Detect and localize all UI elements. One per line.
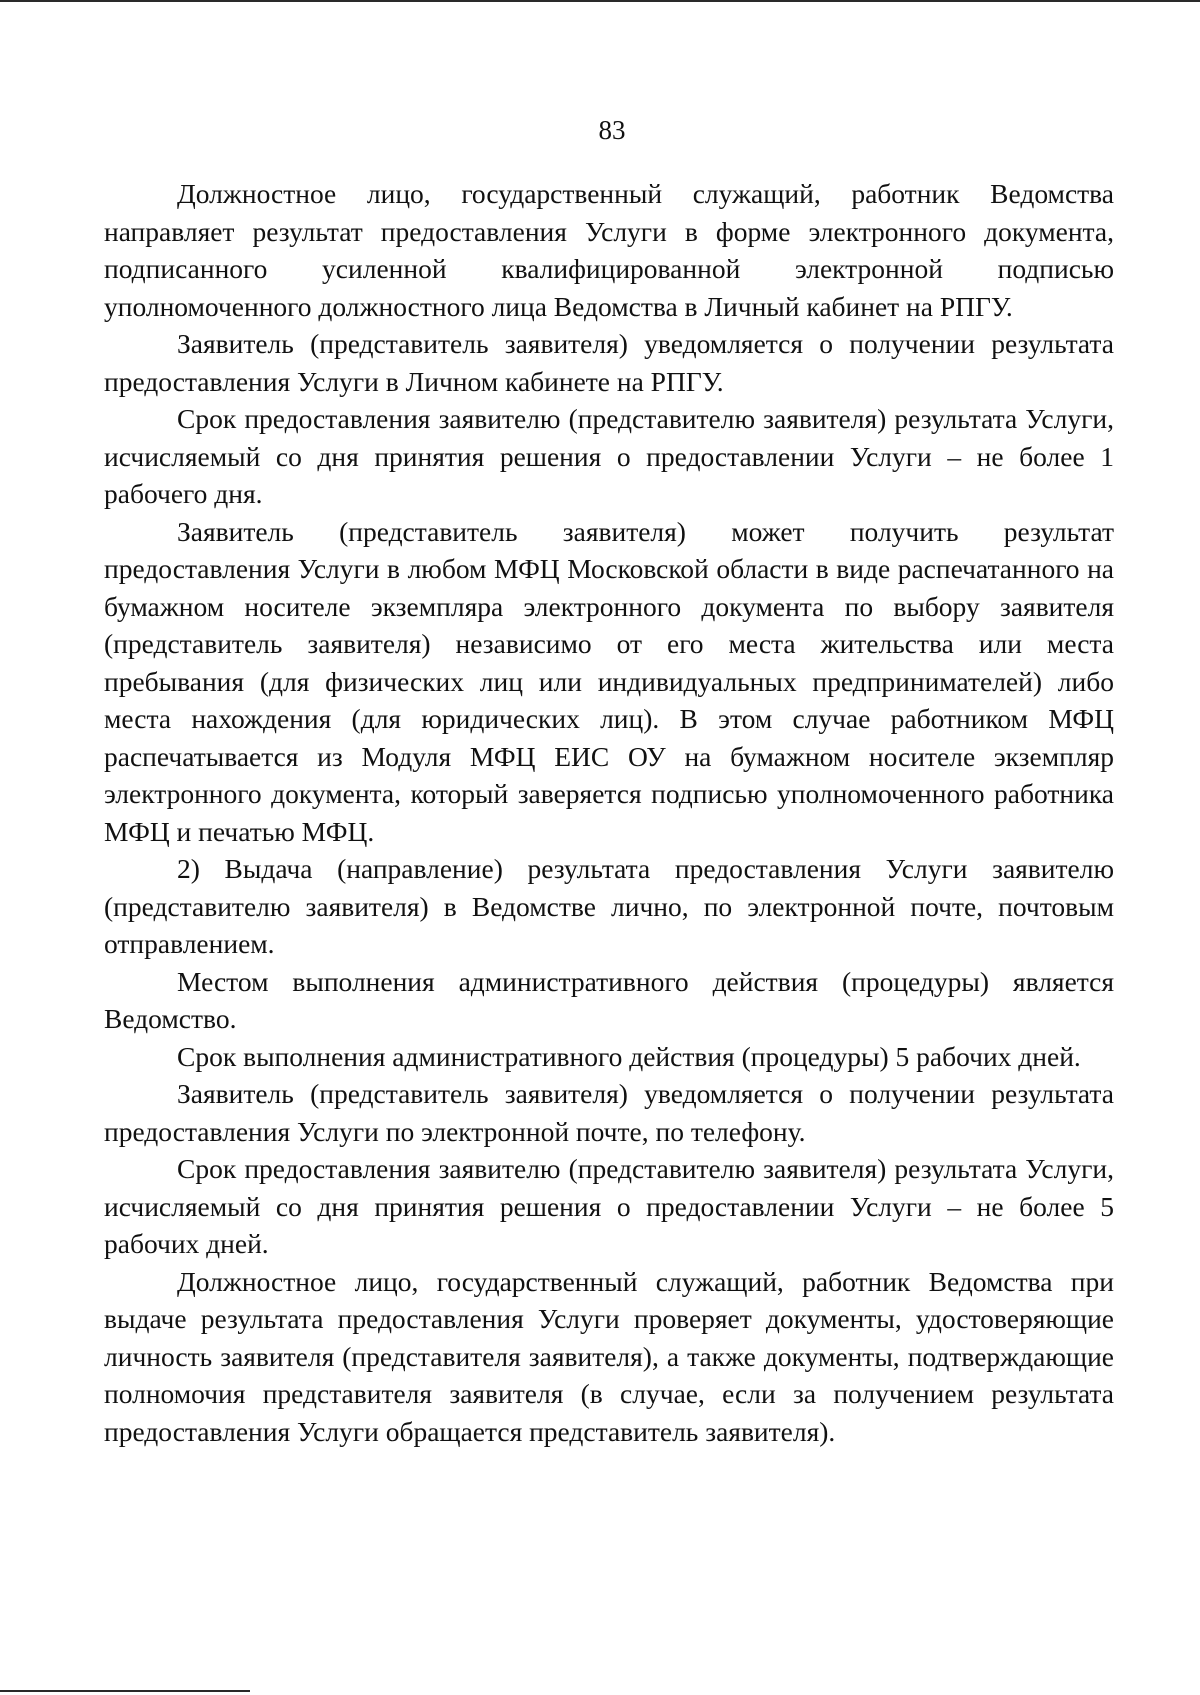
top-border-line [0,0,1200,2]
paragraph: Должностное лицо, государственный служащий, работник Ведомства при выдаче результата предоставления Услуги проверяет документы, удостоверяющие личность заявителя (представителя заявителя), а также документы, подтверждающие полномочия представителя заявителя (в случае, если за получением результата предоставления Услуги обращается представитель заявителя). [104,1265,1114,1447]
paragraph: Должностное лицо, государственный служащий, работник Ведомства направляет результат предоставления Услуги в форме электронного документа, подписанного усиленной квалифицированной электронной подписью уполномоченного должностного лица Ведомства в Личный кабинет на РПГУ. [104,178,1114,322]
document-body [104,175,1114,1450]
paragraph: Заявитель (представитель заявителя) уведомляется о получении результата предоставления Услуги по электронной почте, по телефону. [104,1078,1114,1147]
paragraph: Срок предоставления заявителю (представителю заявителя) результата Услуги, исчисляемый со дня принятия решения о предоставлении Услуги – не более 1 рабочего дня. [104,403,1114,509]
paragraph: Срок выполнения административного действия (процедуры) 5 рабочих дней. [177,1040,1081,1072]
paragraph: Срок предоставления заявителю (представителю заявителя) результата Услуги, исчисляемый со дня принятия решения о предоставлении Услуги – не более 5 рабочих дней. [104,1153,1114,1259]
paragraph: Заявитель (представитель заявителя) может получить результат предоставления Услуги в любом МФЦ Московской области в виде распечатанного на бумажном носителе экземпляра электронного документа по выбору заявителя (представитель заявителя) независимо от его места жительства или места пребывания (для физических лиц или индивидуальных предпринимателей) либо места нахождения (для юридических лиц). В этом случае работником МФЦ распечатывается из Модуля МФЦ ЕИС ОУ на бумажном носителе экземпляр электронного документа, который заверяется подписью уполномоченного работника МФЦ и печатью МФЦ. [104,515,1114,847]
bottom-border-line [0,1690,250,1692]
paragraph: Местом выполнения административного действия (процедуры) является Ведомство. [104,965,1114,1034]
paragraph: 2) Выдача (направление) результата предоставления Услуги заявителю (представителю заявителя) в Ведомстве лично, по электронной почте, почтовым отправлением. [104,853,1114,959]
page-number: 83 [598,115,626,145]
paragraph: Заявитель (представитель заявителя) уведомляется о получении результата предоставления Услуги в Личном кабинете на РПГУ. [104,328,1114,397]
